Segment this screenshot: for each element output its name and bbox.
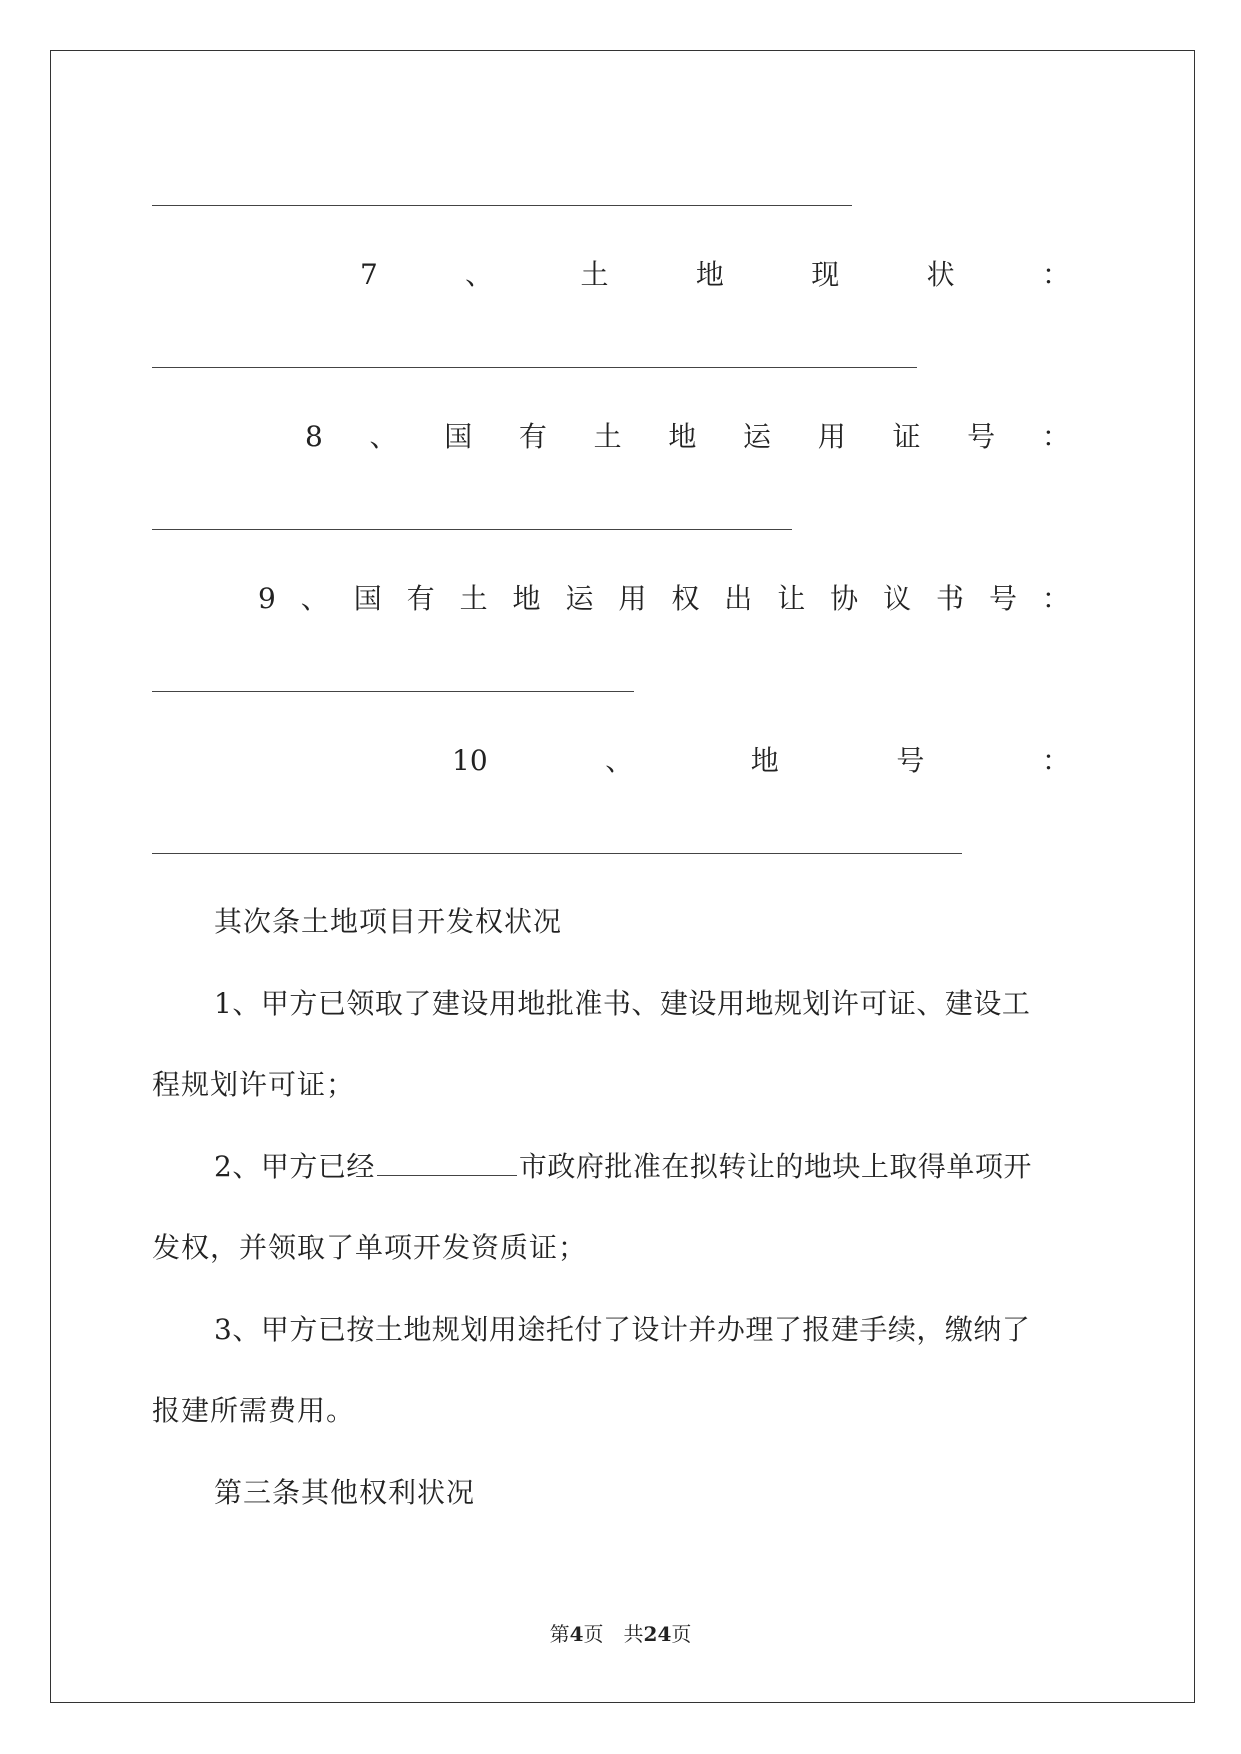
fill-line-2	[152, 367, 917, 368]
item-7-char: 现	[811, 258, 840, 291]
fill-line-4	[152, 691, 634, 692]
item-9-char: 书	[936, 582, 965, 615]
item-7-char: 、	[465, 258, 494, 291]
item-9-char: 用	[618, 582, 647, 615]
item-10-char: ：	[1041, 744, 1070, 777]
item-9-char: 地	[512, 582, 541, 615]
page-border	[50, 50, 1195, 1703]
item-8-char: ：	[1041, 420, 1070, 453]
item-8-char: 、	[369, 420, 398, 453]
article-2-title: 其次条土地项目开发权状况	[214, 905, 563, 938]
item-10-char: 10	[452, 744, 488, 777]
item-9-line	[258, 579, 1070, 619]
item-8-char: 8	[305, 420, 323, 453]
current-page-number: 4	[569, 1622, 584, 1646]
item-9-char: 出	[724, 582, 753, 615]
fill-line-5	[152, 853, 962, 854]
paragraph-2-line-1	[214, 1147, 1149, 1187]
paragraph-1-line-1: 1、甲方已领取了建设用地批准书、建设用地规划许可证、建设工	[214, 987, 1031, 1020]
fill-line-1	[152, 205, 852, 206]
item-9-char: 议	[883, 582, 912, 615]
item-8-char: 运	[743, 420, 772, 453]
item-9-char: 号	[988, 582, 1017, 615]
item-9-char: 协	[830, 582, 859, 615]
item-9-char: 权	[671, 582, 700, 615]
item-8-char: 土	[593, 420, 622, 453]
item-8-line	[305, 417, 1070, 457]
paragraph-3-line-2: 报建所需费用。	[152, 1394, 356, 1427]
item-10-char: 号	[896, 744, 925, 777]
item-7-char: 土	[580, 258, 609, 291]
item-9-char: 让	[777, 582, 806, 615]
item-8-char: 地	[668, 420, 697, 453]
item-7-char: 7	[360, 258, 378, 291]
item-9-char: 有	[406, 582, 435, 615]
page-prefix: 第	[549, 1622, 570, 1646]
paragraph-2-prefix: 2、甲方已经	[214, 1150, 375, 1183]
item-9-char: 、	[300, 582, 329, 615]
item-9-char: 国	[353, 582, 382, 615]
paragraph-1-line-2: 程规划许可证；	[152, 1068, 356, 1101]
article-3-title: 第三条其他权利状况	[214, 1476, 476, 1509]
item-10-char: 、	[605, 744, 634, 777]
item-8-char: 用	[817, 420, 846, 453]
item-10-char: 地	[750, 744, 779, 777]
item-8-char: 号	[967, 420, 996, 453]
item-7-char: 状	[926, 258, 955, 291]
item-8-char: 国	[444, 420, 473, 453]
total-page-number: 24	[643, 1622, 672, 1646]
fill-line-3	[152, 529, 792, 530]
paragraph-2-line-2: 发权，并领取了单项开发资质证；	[152, 1231, 588, 1264]
item-9-char: 土	[459, 582, 488, 615]
page-mid: 页 共	[583, 1622, 644, 1646]
item-8-char: 有	[518, 420, 547, 453]
paragraph-2-suffix: 市政府批准在拟转让的地块上取得单项开	[518, 1150, 1032, 1183]
item-9-char: 9	[258, 582, 276, 615]
item-7-line	[360, 255, 1070, 295]
item-8-char: 证	[892, 420, 921, 453]
blank-field	[377, 1147, 517, 1176]
item-9-char: ：	[1041, 582, 1070, 615]
page-footer	[0, 1620, 1241, 1648]
item-7-char: 地	[695, 258, 724, 291]
item-7-char: ：	[1041, 258, 1070, 291]
paragraph-3-line-1: 3、甲方已按土地规划用途托付了设计并办理了报建手续，缴纳了	[214, 1313, 1031, 1346]
page-suffix: 页	[671, 1622, 692, 1646]
item-10-line	[452, 741, 1070, 781]
item-9-char: 运	[565, 582, 594, 615]
